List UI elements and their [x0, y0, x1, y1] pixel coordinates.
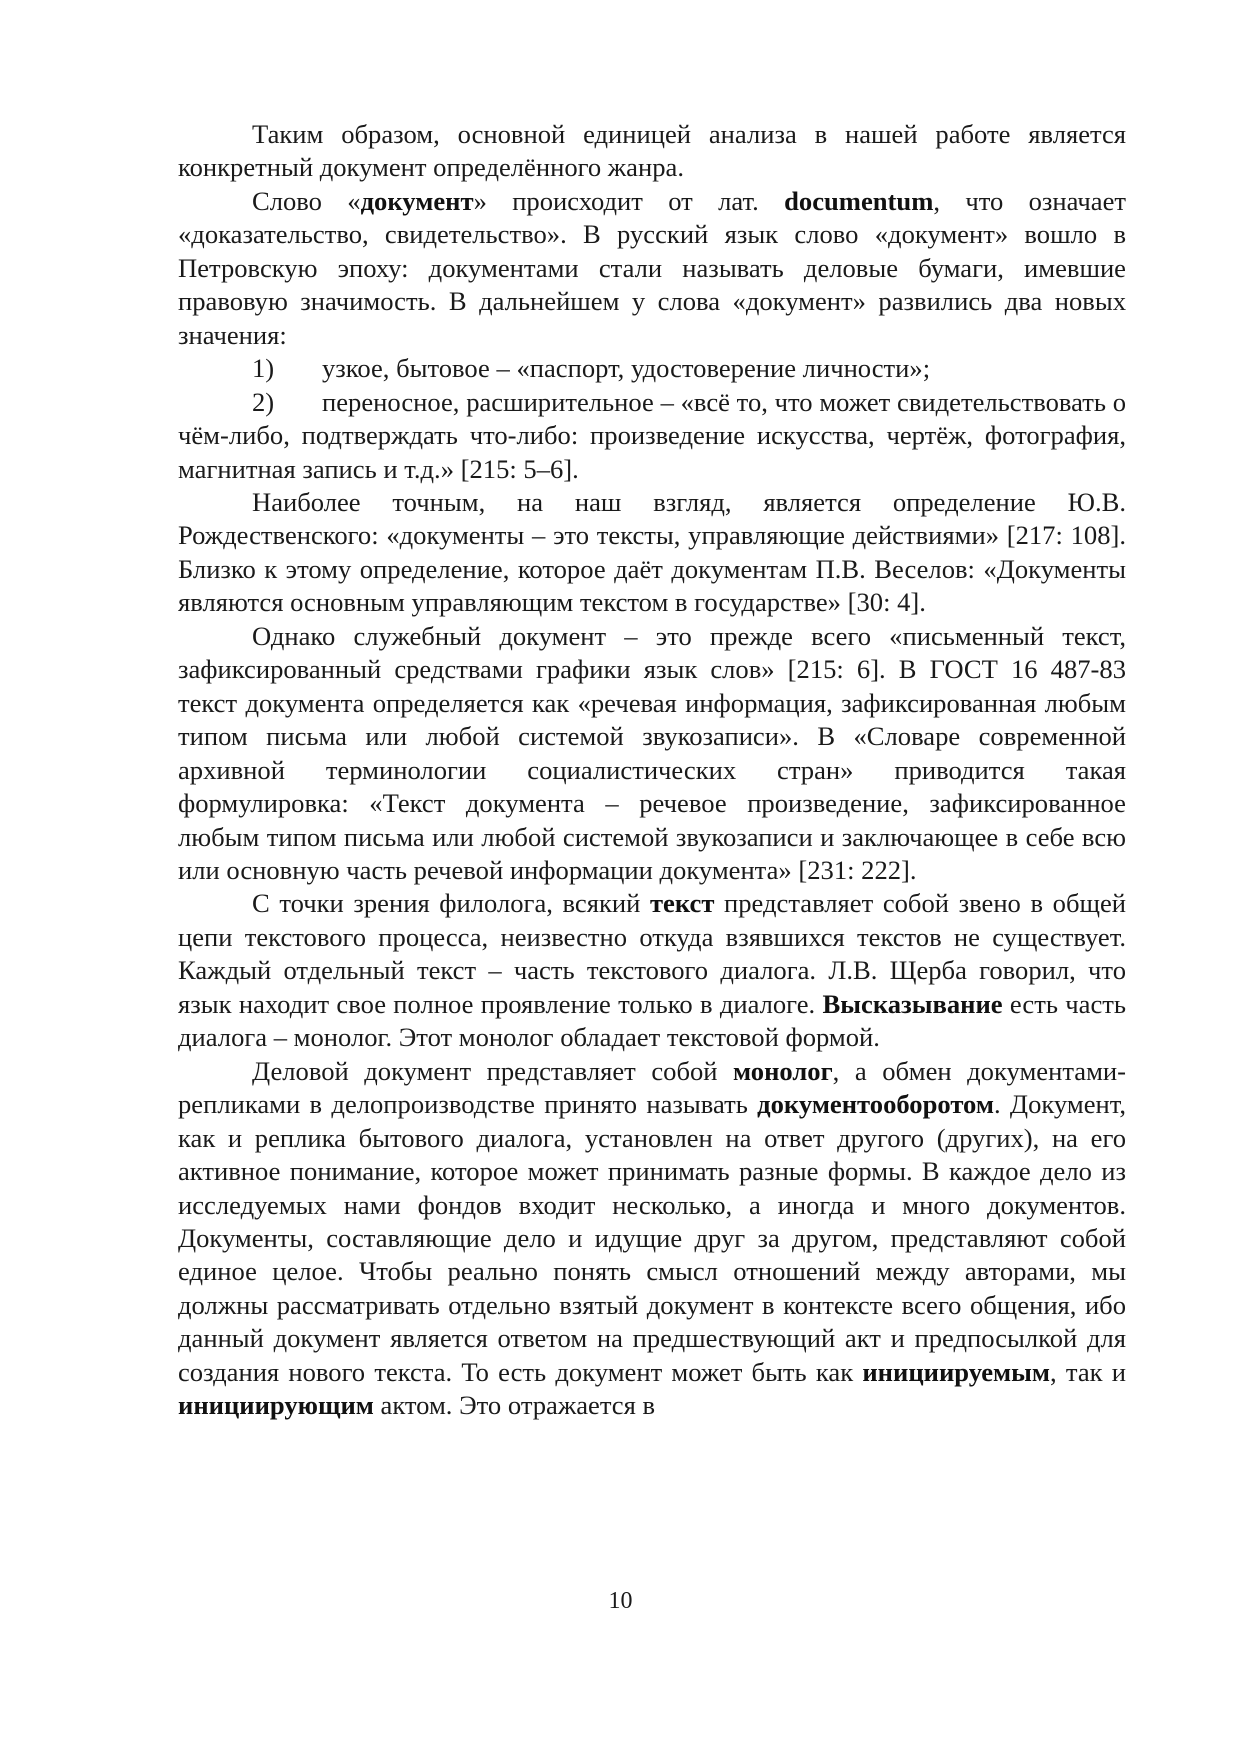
text-run: есть часть диалога – монолог. Этот монолог обладает текстовой формой.	[178, 988, 1126, 1053]
text-run: представляет собой звено в общей цепи текстового процесса, неизвестно откуда взявшихся текстов не существует. Каждый отдельный текст – часть текстового диалога. Л.В. Щерба говорил, что язык находит свое полное проявление только в диалоге.	[178, 888, 1126, 1019]
text-run: Деловой документ представляет собой	[252, 1055, 734, 1086]
bold-term-monologue: монолог	[733, 1055, 833, 1086]
text-run: . Документ, как и реплика бытового диалога, установлен на ответ другого (других), на его активное понимание, которое может принимать разные формы. В каждое дело из исследуемых нами фондов входит несколько, а иногда и много документов. Документы, составляющие дело и идущие друг за другом, представляют собой единое целое. Чтобы реально понять смысл отношений между авторами, мы должны рассматривать отдельно взятый документ в контексте всего общения, ибо данный документ является ответом на предшествующий акт и предпосылкой для создания нового текста. То есть документ может быть как	[178, 1089, 1126, 1387]
text-run: , так и	[1050, 1356, 1126, 1387]
list-item-2	[178, 386, 1126, 486]
paragraph-4: Однако служебный документ – это прежде всего «письменный текст, зафиксированный средствами графики язык слов» [215: 6]. В ГОСТ 16 487-83 текст документа определяется как «речевая информация, зафиксированная любым типом письма или любой системой звукозаписи». В «Словаре современной архивной терминологии социалистических стран» приводится такая формулировка: «Текст документа – речевое произведение, зафиксированное любым типом письма или любой системой звукозаписи и заключающее в себе всю или основную часть речевой информации документа» [231: 222].	[178, 620, 1126, 885]
list-text: переносное, расширительное – «всё то, что может свидетельствовать о чём-либо, подтверждать что-либо: произведение искусства, чертёж, фотография, магнитная запись и т.д.» [215: 5–6].	[178, 386, 1126, 484]
bold-term-text: текст	[649, 888, 715, 919]
list-item-1	[178, 352, 1126, 385]
paragraph-1: Таким образом, основной единицей анализа в нашей работе является конкретный документ определённого жанра.	[178, 119, 1126, 183]
paragraph-2	[178, 185, 1126, 352]
paragraph-5	[178, 887, 1126, 1054]
list-number: 1)	[252, 353, 275, 384]
text-run: , а обмен документами-репликами в делопроизводстве принято называть	[178, 1055, 1127, 1120]
text-run: С точки зрения филолога, всякий	[252, 888, 650, 919]
list-number: 2)	[252, 386, 275, 417]
bold-term-document: документ	[360, 185, 474, 216]
bold-term-documentum: documentum	[784, 185, 934, 216]
list-text: узкое, бытовое – «паспорт, удостоверение личности»;	[322, 353, 931, 384]
bold-term-initiated: инициируемым	[862, 1356, 1051, 1387]
text-run: актом. Это отражается в	[373, 1390, 656, 1421]
paragraph-6	[178, 1055, 1126, 1423]
bold-term-document-flow: документооборотом	[757, 1089, 994, 1120]
bold-term-initiating: инициирующим	[178, 1390, 374, 1421]
text-run: , что означает «доказательство, свидетельство». В русский язык слово «документ» вошло в Петровскую эпоху: документами стали называть деловые бумаги, имевшие правовую значимость. В дальнейшем у слова «документ» развились два новых значения:	[178, 185, 1126, 350]
bold-term-utterance: Высказывание	[822, 988, 1003, 1019]
paragraph-3: Наиболее точным, на наш взгляд, является определение Ю.В. Рождественского: «документы – это тексты, управляющие действиями» [217: 108]. Близко к этому определение, которое даёт документам П.В. Веселов: «Документы являются основным управляющим текстом в государстве» [30: 4].	[178, 486, 1126, 618]
page-body	[178, 118, 1126, 1423]
text-run: Слово «	[252, 185, 361, 216]
text-run: » происходит от лат.	[473, 185, 785, 216]
page-number: 10	[608, 1588, 633, 1614]
